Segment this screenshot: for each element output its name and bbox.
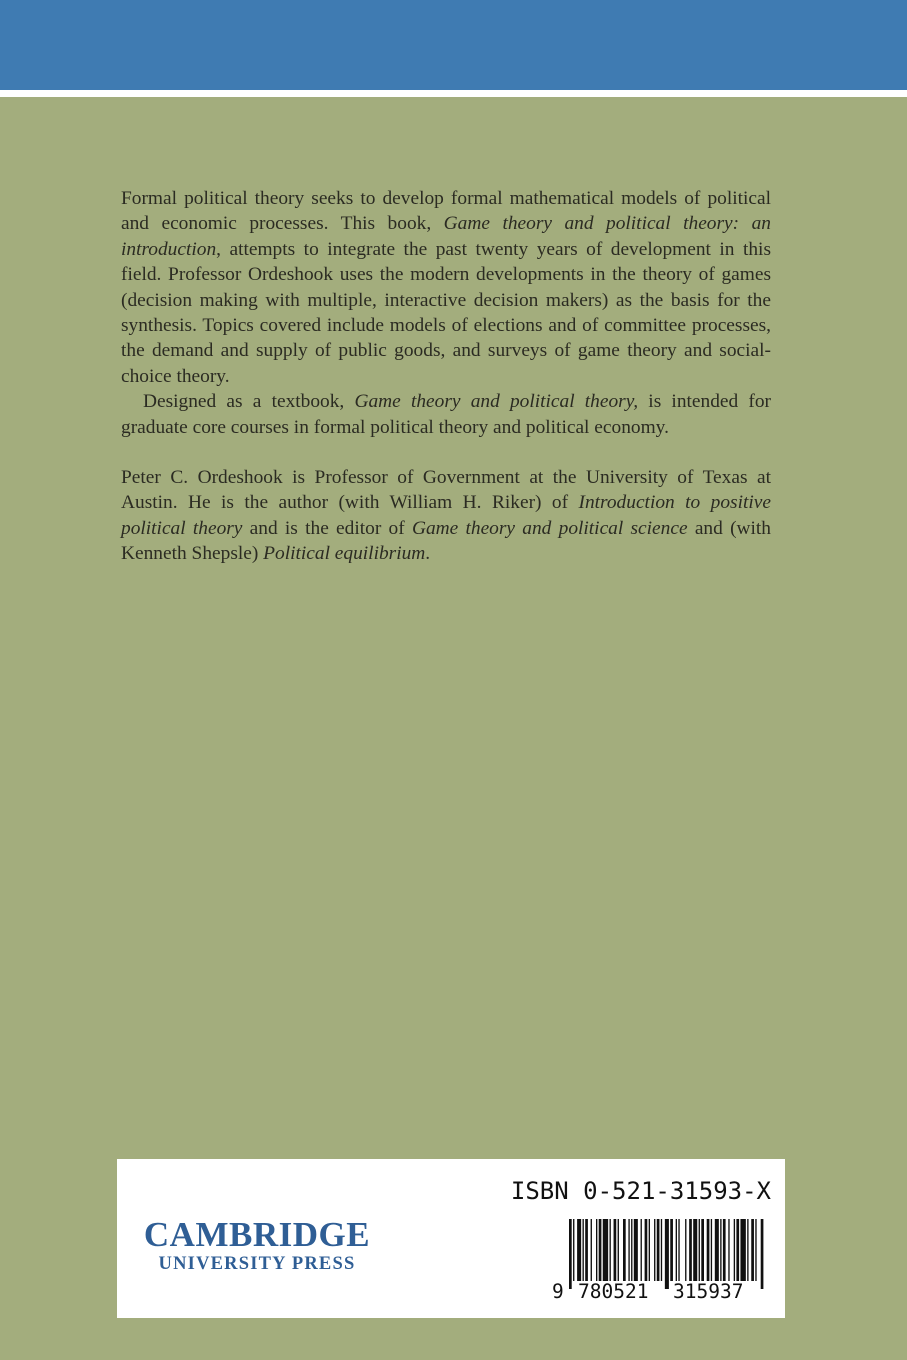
barcode-bar	[711, 1219, 712, 1281]
barcode-bar	[740, 1219, 745, 1281]
publisher-name: CAMBRIDGE	[143, 1215, 371, 1254]
publisher-logo	[137, 1217, 377, 1275]
barcode-bar	[603, 1219, 608, 1281]
book-title-short: Game theory and political theory,	[354, 391, 639, 413]
footer-panel	[117, 1159, 785, 1318]
barcode-bar	[661, 1219, 662, 1281]
barcode-right-digits: 315937	[673, 1280, 744, 1303]
blurb-text	[121, 186, 771, 567]
barcode-bar	[618, 1219, 619, 1281]
top-white-rule	[0, 90, 907, 97]
barcode-bar	[736, 1219, 739, 1281]
publisher-subtitle: UNIVERSITY PRESS	[158, 1254, 356, 1274]
top-color-band	[0, 0, 907, 90]
barcode-bar	[751, 1219, 754, 1281]
barcode-lead-digit: 9	[552, 1280, 564, 1303]
barcode-bar	[631, 1219, 632, 1281]
barcode-icon	[569, 1219, 765, 1289]
author-bio: Peter C. Ordeshook is Professor of Government at the University of Texas at Austin. He is the author (with William H. Riker) of Introduction to positive political theory and is the editor of Game theory and political science and (with Kenneth Shepsle) Political equilibrium.	[121, 467, 771, 565]
book-title: Game theory and political theory: an introduction	[121, 213, 771, 260]
barcode-bar	[699, 1219, 700, 1281]
barcode-bar	[585, 1219, 588, 1281]
barcode-bar	[577, 1219, 581, 1281]
barcode-bar	[707, 1219, 710, 1281]
barcode-bar	[665, 1219, 669, 1289]
barcode-bar	[654, 1219, 655, 1281]
other-book-title-3: Political equilibrium	[263, 543, 426, 565]
isbn-label: ISBN 0-521-31593-X	[510, 1177, 771, 1205]
other-book-title-1: Introduction to positive political theory	[121, 492, 771, 539]
other-book-title-2: Game theory and political science	[411, 517, 688, 539]
barcode-bar	[761, 1219, 764, 1289]
barcode-bar	[614, 1219, 617, 1281]
barcode-bar	[728, 1219, 729, 1281]
barcode-bar	[755, 1219, 756, 1281]
barcode-bar	[628, 1219, 629, 1281]
barcode-left-digits: 780521	[578, 1280, 649, 1303]
barcode-bar	[689, 1219, 692, 1281]
barcode-bar	[701, 1219, 704, 1281]
barcode-bar	[676, 1219, 677, 1281]
barcode-bar	[569, 1219, 572, 1289]
barcode-bar	[573, 1219, 574, 1281]
barcode-bar	[693, 1219, 697, 1281]
barcode-bar	[641, 1219, 642, 1281]
description-paragraph-2: Designed as a textbook, Game theory and political theory, is intended for graduate core courses in formal political theory and political economy.	[121, 391, 771, 438]
barcode	[551, 1219, 773, 1305]
description-paragraph-1: Formal political theory seeks to develop formal mathematical models of political and economic processes. This book, Game theory and political theory: an introduction, attempts to integrate the past twenty years of development in this field. Professor Ordeshook uses the modern developments in the theory of games (decision making with multiple, interactive decision makers) as the basis for the synthesis. Topics covered include models of elections and of committee processes, the demand and supply of public goods, and surveys of game theory and social-choice theory.	[121, 188, 771, 387]
barcode-bar	[720, 1219, 721, 1281]
barcode-bar	[591, 1219, 592, 1281]
barcode-bar	[583, 1219, 584, 1281]
barcode-bar	[596, 1219, 597, 1281]
barcode-bar	[670, 1219, 673, 1281]
barcode-bar	[634, 1219, 638, 1281]
barcode-bar	[599, 1219, 602, 1281]
barcode-bar	[649, 1219, 650, 1281]
barcode-bar	[623, 1219, 626, 1281]
barcode-bar	[747, 1219, 748, 1281]
barcode-bar	[734, 1219, 735, 1281]
barcode-bar	[610, 1219, 611, 1281]
barcode-bar	[715, 1219, 719, 1281]
barcode-bar	[678, 1219, 679, 1281]
barcode-bar	[657, 1219, 660, 1281]
barcode-bar	[723, 1219, 726, 1281]
barcode-bar	[685, 1219, 686, 1281]
barcode-bar	[645, 1219, 648, 1281]
